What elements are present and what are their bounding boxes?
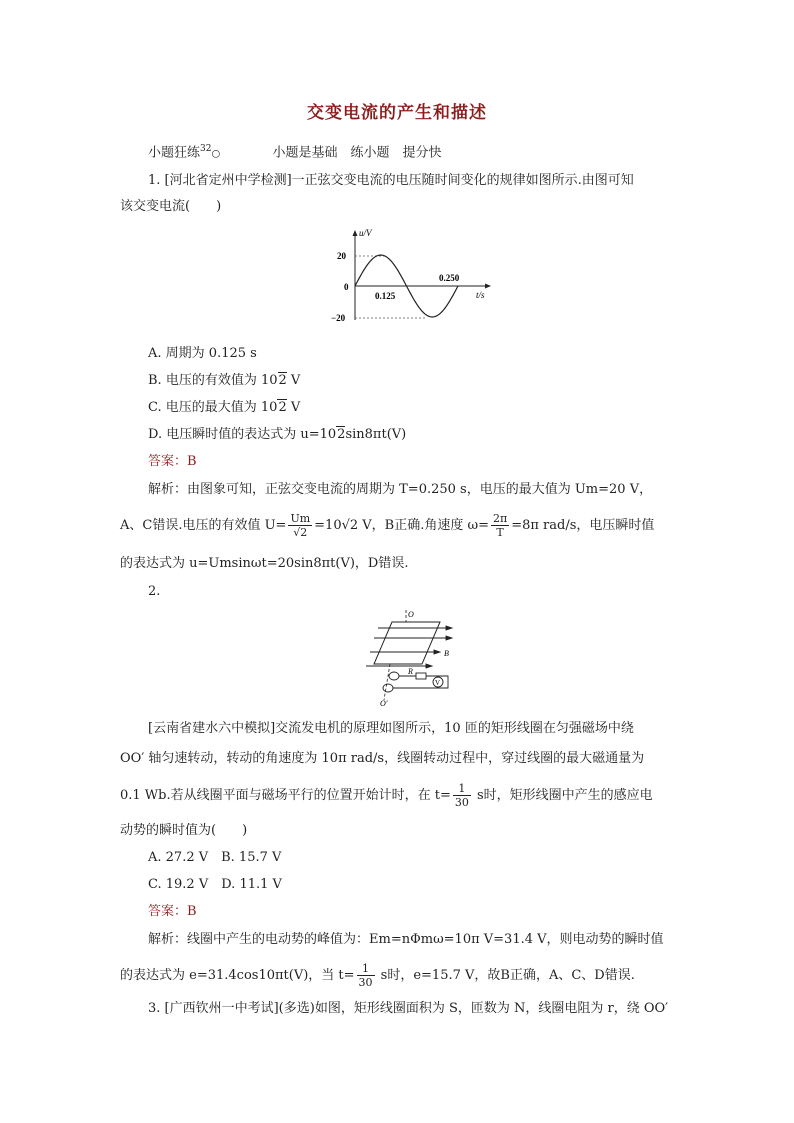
label-r: R [408, 667, 413, 676]
y-tick-neg20: −20 [331, 313, 346, 323]
q2-options-cd: C. 19.2 V D. 11.1 V [148, 877, 282, 892]
q1-explanation-3: 的表达式为 u=Umsinωt=20sin8πt(V)，D错误. [120, 556, 409, 571]
q2-number: 2. [148, 584, 161, 599]
x-axis-arrow [485, 284, 491, 289]
q2-line3: 0.1 Wb.若从线圈平面与磁场平行的位置开始计时，在 t= $\frac{1}{30}$ s时，矩形线圈中产生的感应电 [120, 782, 653, 809]
label-o-bottom: O′ [380, 699, 388, 708]
q1-explanation-2: A、C错误.电压的有效值 U= $\frac{Um}{√2}$ =10√2 V，B正确.角速度 ω= $\frac{2\pi}{T}$ =8π rad/s，电压瞬时值 [120, 512, 655, 539]
q1-option-d: D. 电压瞬时值的表达式为 u=102sin8πt(V) [148, 427, 407, 442]
q1-voltage-chart [325, 226, 495, 326]
q2-options-ab: A. 27.2 V B. 15.7 V [148, 850, 282, 865]
rotation-axis-bottom [384, 664, 390, 700]
q1-option-b: B. 电压的有效值为 102 V [148, 373, 301, 388]
q2-line4: 动势的瞬时值为( ) [120, 823, 248, 838]
x-tick-0125: 0.125 [375, 291, 396, 301]
label-b: B [444, 649, 449, 658]
q2-answer: 答案：B [148, 904, 197, 919]
q2-explanation-1: 解析：线圈中产生的电动势的峰值为：Em=nΦmω=10π V=31.4 V，则电动势的瞬时值 [148, 932, 664, 947]
page-title: 交变电流的产生和描述 [307, 103, 487, 123]
q1-line1: 1. [河北省定州中学检测]一正弦交变电流的电压随时间变化的规律如图所示.由图可知 [148, 173, 634, 188]
slip-ring-2 [383, 684, 393, 692]
section-header [148, 140, 442, 163]
q1-line2: 该交变电流( ) [120, 199, 222, 214]
header-right: 小题是基础 练小题 提分快 [272, 145, 442, 161]
header-sup: 32 [200, 144, 212, 154]
x-tick-0250: 0.250 [439, 273, 460, 283]
slip-ring-1 [389, 672, 399, 680]
q2-explanation-2: 的表达式为 e=31.4cos10πt(V)，当 t= $\frac{1}{30}$ s时，e=15.7 V，故B正确，A、C、D错误. [120, 962, 635, 989]
resistor [416, 673, 426, 679]
header-left: 小题狂练 [148, 145, 201, 161]
q2-line1: [云南省建水六中模拟]交流发电机的原理如图所示，10 匝的矩形线圈在匀强磁场中绕 [148, 721, 634, 736]
y-tick-20: 20 [337, 251, 346, 261]
header-circle: ○ [211, 148, 221, 160]
y-axis-arrow [353, 230, 358, 236]
y-axis-label: u/V [359, 228, 372, 238]
q1-answer: 答案：B [148, 454, 197, 469]
q2-generator-figure [356, 608, 466, 708]
q1-option-c: C. 电压的最大值为 102 V [148, 400, 301, 415]
q1-option-a: A. 周期为 0.125 s [148, 346, 257, 361]
y-tick-0: 0 [344, 282, 349, 292]
q2-line2: OO′ 轴匀速转动，转动的角速度为 10π rad/s，线圈转动过程中，穿过线圈的最大磁通量为 [120, 751, 645, 766]
q3-line1: 3. [广西钦州一中考试](多选)如图，矩形线圈面积为 S，匝数为 N，线圈电阻为 r，绕 OO′ [148, 1001, 669, 1016]
label-o-top: O [408, 610, 414, 619]
x-axis-label: t/s [476, 290, 485, 300]
field-lines [366, 626, 452, 668]
q1-explanation-1: 解析：由图象可知，正弦交变电流的周期为 T=0.250 s，电压的最大值为 Um=20 V， [148, 482, 653, 497]
label-v: V [435, 679, 441, 687]
